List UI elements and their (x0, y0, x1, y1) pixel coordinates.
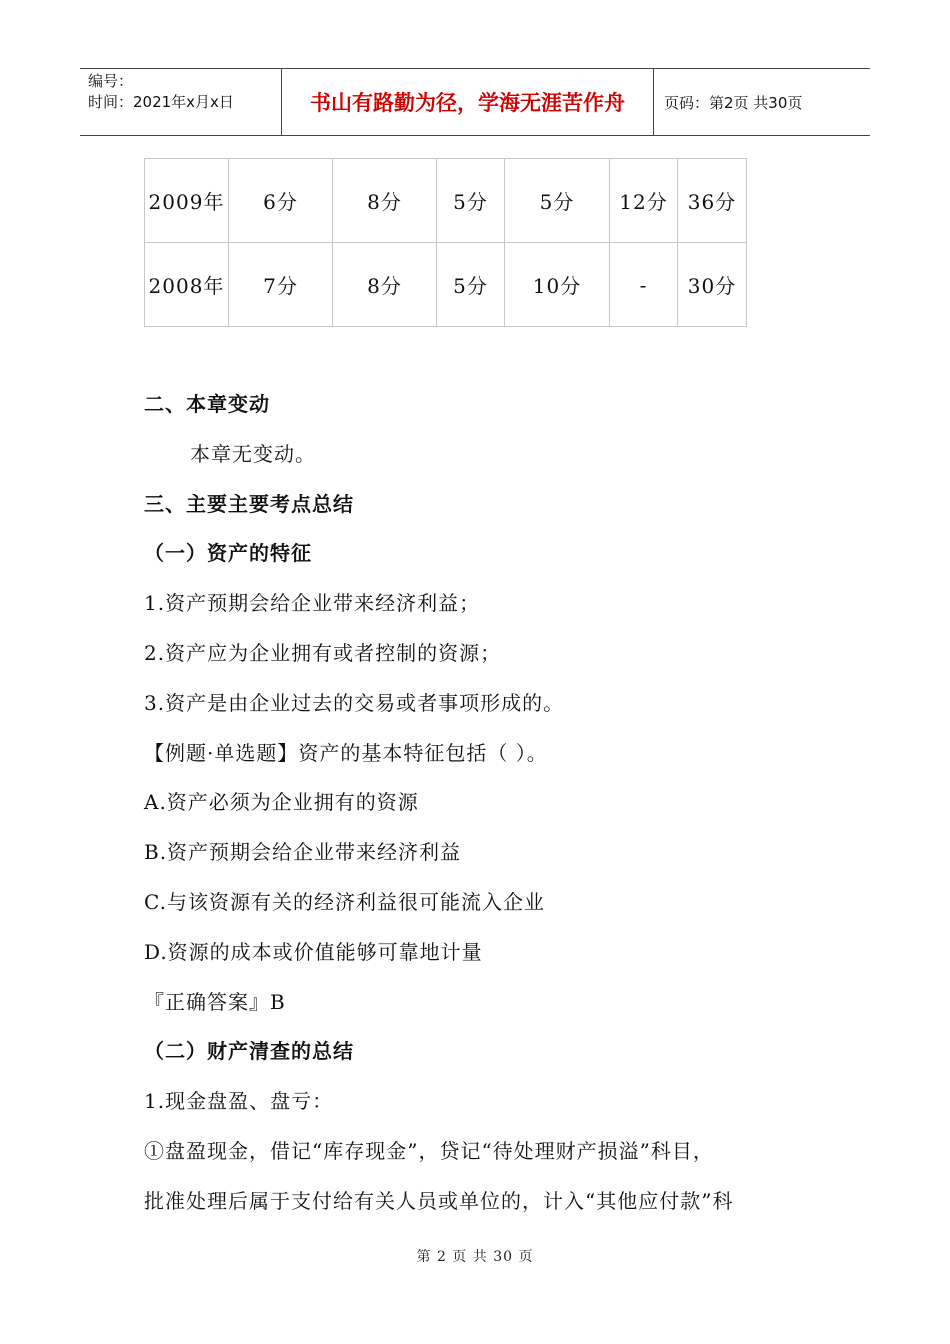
body-line: C.与该资源有关的经济利益很可能流入企业 (144, 889, 545, 914)
body-line: 『正确答案』B (144, 989, 286, 1014)
page-footer: 第 2 页 共 30 页 (416, 1249, 534, 1265)
section-heading: （一）资产的特征 (144, 541, 312, 566)
header-motto: 书山有路勤为径，学海无涯苦作舟 (282, 69, 654, 135)
body-line: D.资源的成本或价值能够可靠地计量 (144, 939, 483, 964)
table-cell: 30分 (678, 243, 747, 327)
table-cell: 36分 (678, 159, 747, 243)
table-row (145, 159, 747, 243)
body-line: ①盘盈现金，借记“库存现金”，贷记“待处理财产损溢”科目， (144, 1138, 714, 1163)
document-body (144, 380, 824, 1227)
body-line: 2.资产应为企业拥有或者控制的资源； (144, 640, 502, 665)
document-number-label: 编号： (88, 72, 134, 90)
body-line: 【例题·单选题】资产的基本特征包括（ ）。 (144, 740, 548, 765)
section-heading: 二、本章变动 (144, 392, 270, 416)
body-line: 3.资产是由企业过去的交易或者事项形成的。 (144, 690, 565, 715)
table-cell: 10分 (505, 243, 610, 327)
body-line: 本章无变动。 (190, 441, 316, 466)
table-cell: 8分 (333, 243, 437, 327)
section-heading: 三、主要主要考点总结 (144, 491, 354, 516)
table-cell: 5分 (437, 159, 505, 243)
body-line: 1.资产预期会给企业带来经济利益； (144, 591, 481, 616)
header-meta (80, 69, 282, 135)
table-cell: 12分 (610, 159, 678, 243)
table-cell: 2009年 (145, 159, 229, 243)
table-cell: - (610, 243, 678, 327)
body-line: B.资产预期会给企业带来经济利益 (144, 840, 462, 865)
table-row (145, 243, 747, 327)
table-cell: 8分 (333, 159, 437, 243)
header-page-code: 页码：第2页 共30页 (664, 93, 803, 112)
section-heading: （二）财产清查的总结 (144, 1039, 354, 1064)
table-cell: 7分 (229, 243, 333, 327)
score-table (144, 158, 747, 327)
table-cell: 2008年 (145, 243, 229, 327)
page-header (80, 68, 870, 136)
table-cell: 5分 (437, 243, 505, 327)
body-line: 1.现金盘盈、盘亏： (144, 1089, 334, 1114)
body-line: A.资产必须为企业拥有的资源 (144, 790, 419, 815)
table-cell: 6分 (229, 159, 333, 243)
document-time: 时间：2021年x月x日 (88, 93, 234, 111)
table-cell: 5分 (505, 159, 610, 243)
body-line: 批准处理后属于支付给有关人员或单位的，计入“其他应付款”科 (144, 1188, 734, 1213)
